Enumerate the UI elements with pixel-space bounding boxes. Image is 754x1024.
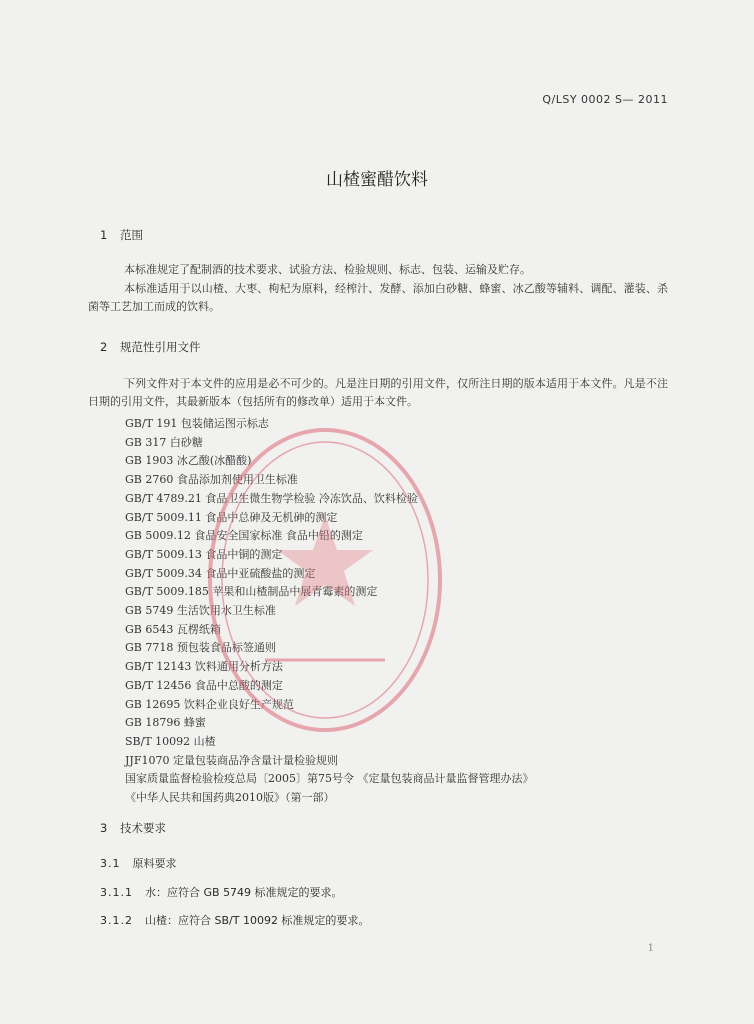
- clause-text: 水：应符合 GB 5749 标准规定的要求。: [145, 886, 343, 899]
- scope-paragraph-2: 本标准适用于以山楂、大枣、枸杞为原料，经榨汁、发酵、添加白砂糖、蜂蜜、冰乙酸等辅料、调配、灌装、杀菌等工艺加工而成的饮料。: [88, 282, 668, 313]
- reference-item: GB/T 4789.21 食品卫生微生物学检验 冷冻饮品、饮料检验: [125, 491, 418, 505]
- reference-item: GB/T 5009.185 苹果和山楂制品中展青霉素的测定: [125, 585, 378, 599]
- subsection-title: 原料要求: [132, 857, 177, 870]
- reference-item: 《中华人民共和国药典2010版》（第一部）: [125, 791, 335, 805]
- standard-number: Q/LSY 0002 S— 2011: [542, 93, 668, 106]
- section-number: 3: [100, 821, 108, 835]
- section-heading-technical: [100, 820, 166, 836]
- reference-item: GB 5749 生活饮用水卫生标准: [125, 604, 276, 618]
- reference-item: JJF1070 定量包装商品净含量计量检验规则: [125, 753, 338, 767]
- reference-item: GB/T 5009.11 食品中总砷及无机砷的测定: [125, 510, 338, 524]
- section-heading-scope: [100, 227, 143, 243]
- reference-item: GB 2760 食品添加剂使用卫生标准: [125, 473, 298, 487]
- reference-item: GB 1903 冰乙酸(冰醋酸): [125, 454, 252, 468]
- reference-item: GB/T 5009.13 食品中铜的测定: [125, 547, 283, 561]
- subsection-number: 3.1: [100, 857, 121, 870]
- reference-item: GB 12695 饮料企业良好生产规范: [125, 697, 294, 711]
- section-number: 2: [100, 340, 108, 354]
- page-number: 1: [647, 943, 654, 954]
- clause: [100, 912, 369, 928]
- section-heading-normative-refs: [100, 339, 201, 355]
- reference-item: GB 6543 瓦楞纸箱: [125, 622, 221, 636]
- reference-item: GB 5009.12 食品安全国家标准 食品中铅的测定: [125, 529, 363, 543]
- seal-stamp: [195, 420, 455, 740]
- reference-item: GB/T 5009.34 食品中亚硫酸盐的测定: [125, 566, 316, 580]
- section-title: 范围: [120, 228, 143, 242]
- reference-item: 国家质量监督检验检疫总局〔2005〕第75号令 《定量包装商品计量监督管理办法》: [125, 772, 534, 786]
- section-title: 规范性引用文件: [120, 340, 201, 354]
- reference-item: GB/T 12456 食品中总酸的测定: [125, 678, 283, 692]
- scope-paragraph-1: 本标准规定了配制酒的技术要求、试验方法、检验规则、标志、包装、运输及贮存。: [124, 263, 531, 276]
- reference-item: GB/T 191 包装储运图示标志: [125, 417, 269, 430]
- reference-item: GB 317 白砂糖: [125, 435, 203, 449]
- clause-number: 3.1.1: [100, 886, 133, 899]
- reference-item: GB/T 12143 饮料通用分析方法: [125, 660, 283, 674]
- section-title: 技术要求: [120, 821, 166, 835]
- normative-refs-intro: 下列文件对于本文件的应用是必不可少的。凡是注日期的引用文件，仅所注日期的版本适用于本文件。凡是不注日期的引用文件，其最新版本（包括所有的修改单）适用于本文件。: [88, 377, 668, 408]
- section-number: 1: [100, 228, 108, 242]
- clause: [100, 884, 343, 900]
- reference-item: GB 18796 蜂蜜: [125, 716, 206, 730]
- clause-text: 山楂：应符合 SB/T 10092 标准规定的要求。: [145, 914, 370, 927]
- clause-number: 3.1.2: [100, 914, 133, 927]
- reference-item: GB 7718 预包装食品标签通则: [125, 641, 276, 655]
- reference-item: SB/T 10092 山楂: [125, 734, 216, 748]
- subsection-heading: [100, 855, 177, 871]
- document-title: 山楂蜜醋饮料: [326, 170, 428, 190]
